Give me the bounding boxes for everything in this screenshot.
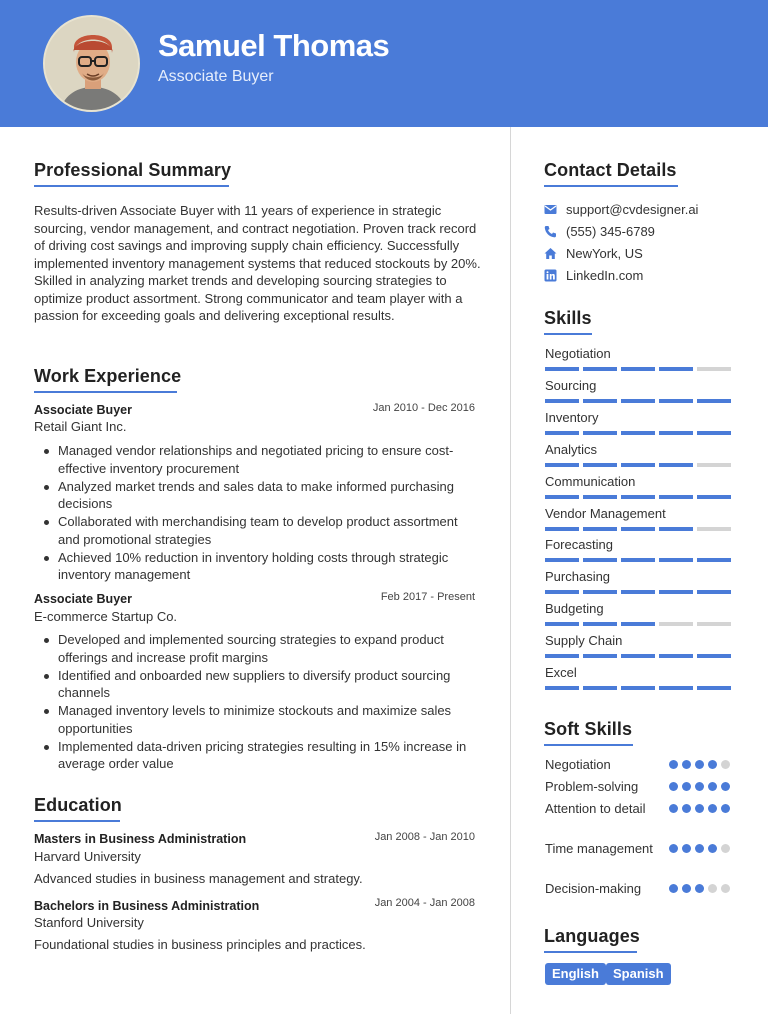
list-item: Managed vendor relationships and negotiated pricing to ensure cost-effective inventory procurement [58,442,478,477]
school-name: Stanford University [34,915,144,930]
soft-skill-rating [669,760,734,769]
skill-level-segment [697,527,731,531]
language-badge: Spanish [606,963,671,985]
experience-underline [34,391,177,393]
skill-level-segment [621,431,655,435]
skill-level-segment [659,495,693,499]
skill-level-segment [621,399,655,403]
skill-level-segment [545,463,579,467]
rating-dot [708,804,717,813]
experience-heading: Work Experience [34,366,182,386]
skill-level-segment [621,495,655,499]
skill-level-bar [545,399,734,403]
job-title: Associate Buyer [34,592,132,606]
list-item: Collaborated with merchandising team to develop product assortment and promotional strategies [58,513,478,548]
language-badge: English [545,963,606,985]
phone-icon [544,225,557,238]
contact-heading: Contact Details [544,160,677,180]
rating-dot [695,782,704,791]
skill-level-segment [659,463,693,467]
job-bullets [58,631,478,773]
avatar [43,15,140,112]
rating-dot [708,760,717,769]
skill-level-segment [583,527,617,531]
skill-level-segment [583,622,617,626]
rating-dot [708,782,717,791]
contact-underline [544,185,678,187]
skill-level-segment [583,654,617,658]
skill-level-segment [583,495,617,499]
skill-name: Budgeting [545,601,604,616]
skill-level-segment [545,558,579,562]
skill-name: Negotiation [545,346,611,361]
skill-level-segment [697,686,731,690]
summary-underline [34,185,229,187]
skill-level-segment [659,654,693,658]
skill-level-segment [545,495,579,499]
skill-level-bar [545,495,734,499]
summary-text: Results-driven Associate Buyer with 11 years of experience in strategic sourcing, vendor management, and contract negotiation. Proven track record of driving cost savings and improving supply chain efficiency. Successfully implemented inventory management systems that reduced stockouts by 20%. Skilled in analyzing market trends and developing sourcing strategies to optimize product assortment. Strong communicator and team player with a passion for exceeding goals and delivering exceptional results. [34,203,481,323]
list-item: Managed inventory levels to minimize stockouts and maximize sales opportunities [58,702,478,737]
location-text: NewYork, US [566,245,643,261]
rating-dot [669,804,678,813]
soft-skill-rating [669,884,734,893]
job-date: Feb 2017 - Present [380,591,475,603]
contact-phone[interactable] [544,222,655,240]
degree-date: Jan 2004 - Jan 2008 [374,897,475,909]
skill-level-bar [545,654,734,658]
skill-level-segment [697,463,731,467]
skill-level-segment [621,463,655,467]
skill-level-segment [545,622,579,626]
skill-level-segment [659,431,693,435]
education-heading: Education [34,795,122,815]
skill-level-segment [697,431,731,435]
rating-dot [695,804,704,813]
skill-level-bar [545,431,734,435]
skill-level-segment [659,686,693,690]
degree-date: Jan 2008 - Jan 2010 [374,831,475,843]
skill-level-bar [545,590,734,594]
candidate-title: Associate Buyer [158,68,274,85]
degree-description: Advanced studies in business management and strategy. [34,871,363,886]
skill-name: Vendor Management [545,506,666,521]
skill-level-segment [697,622,731,626]
job-company: Retail Giant Inc. [34,419,127,434]
skill-level-segment [545,654,579,658]
skill-level-segment [659,558,693,562]
linkedin-icon [544,269,557,282]
degree-title: Masters in Business Administration [34,832,247,846]
rating-dot [721,884,730,893]
list-item: Analyzed market trends and sales data to make informed purchasing decisions [58,478,478,513]
skill-name: Supply Chain [545,633,623,648]
rating-dot [682,884,691,893]
job-company: E-commerce Startup Co. [34,609,178,624]
skill-level-segment [659,527,693,531]
rating-dot [669,760,678,769]
skill-level-bar [545,686,734,690]
skill-level-segment [583,590,617,594]
rating-dot [695,884,704,893]
rating-dot [695,760,704,769]
rating-dot [669,884,678,893]
soft-skill-name: Negotiation [545,757,611,772]
skill-level-segment [583,431,617,435]
rating-dot [721,760,730,769]
skill-level-segment [697,558,731,562]
skill-level-bar [545,367,734,371]
skill-level-segment [621,527,655,531]
list-item: Achieved 10% reduction in inventory holding costs through strategic inventory management [58,549,478,584]
skill-level-bar [545,527,734,531]
rating-dot [682,804,691,813]
skill-level-bar [545,558,734,562]
skill-level-segment [583,399,617,403]
rating-dot [721,804,730,813]
skill-level-bar [545,622,734,626]
profile-photo-icon [45,17,140,112]
skill-level-segment [583,558,617,562]
rating-dot [721,782,730,791]
skill-name: Analytics [545,442,598,457]
skill-level-segment [697,399,731,403]
skill-level-segment [659,367,693,371]
skill-name: Forecasting [545,537,613,552]
skill-level-segment [659,399,693,403]
skill-level-segment [583,686,617,690]
skill-level-segment [545,686,579,690]
skill-level-bar [545,463,734,467]
contact-linkedin[interactable] [544,266,643,284]
rating-dot [708,844,717,853]
skill-level-segment [621,590,655,594]
school-name: Harvard University [34,849,141,864]
column-divider [510,127,511,1014]
rating-dot [669,844,678,853]
skill-level-segment [621,558,655,562]
degree-description: Foundational studies in business principles and practices. [34,937,366,952]
skill-level-segment [583,463,617,467]
rating-dot [682,844,691,853]
skill-level-segment [545,590,579,594]
home-icon [544,247,557,260]
soft-skill-name: Attention to detail [545,801,646,816]
skills-heading: Skills [544,308,592,328]
skill-level-segment [697,495,731,499]
contact-location [544,244,643,262]
skill-level-segment [659,622,693,626]
job-title: Associate Buyer [34,403,132,417]
skill-level-segment [621,686,655,690]
soft-skills-heading: Soft Skills [544,719,633,739]
header-banner [0,0,768,127]
skill-level-segment [545,431,579,435]
skill-name: Inventory [545,410,599,425]
rating-dot [682,782,691,791]
rating-dot [669,782,678,791]
skill-level-segment [621,622,655,626]
soft-skills-underline [544,744,633,746]
skill-level-segment [583,367,617,371]
soft-skill-rating [669,782,734,791]
languages-heading: Languages [544,926,640,946]
rating-dot [682,760,691,769]
degree-title: Bachelors in Business Administration [34,899,260,913]
skill-name: Purchasing [545,569,611,584]
skill-name: Communication [545,474,636,489]
skills-underline [544,333,592,335]
skill-level-segment [621,654,655,658]
phone-text: (555) 345-6789 [566,223,655,239]
list-item: Developed and implemented sourcing strategies to expand product offerings and increase profit margins [58,631,478,666]
skill-level-segment [545,399,579,403]
soft-skill-name: Decision-making [545,881,642,896]
skill-name: Excel [545,665,577,680]
rating-dot [695,844,704,853]
skill-level-segment [697,367,731,371]
skill-level-segment [545,527,579,531]
skill-level-segment [697,654,731,658]
soft-skill-rating [669,804,734,813]
skill-name: Sourcing [545,378,597,393]
list-item: Identified and onboarded new suppliers to diversify product sourcing channels [58,667,478,702]
skill-level-segment [659,590,693,594]
job-date: Jan 2010 - Dec 2016 [372,402,475,414]
candidate-name: Samuel Thomas [158,28,390,63]
skill-level-segment [545,367,579,371]
skill-level-segment [697,590,731,594]
soft-skill-name: Problem-solving [545,779,639,794]
email-text: support@cvdesigner.ai [566,201,699,217]
email-icon [544,203,557,216]
soft-skill-rating [669,844,734,853]
skill-level-segment [621,367,655,371]
education-underline [34,820,120,822]
list-item: Implemented data-driven pricing strategies resulting in 15% increase in average order value [58,738,478,773]
rating-dot [708,884,717,893]
job-bullets [58,442,478,584]
languages-underline [544,951,637,953]
rating-dot [721,844,730,853]
soft-skill-name: Time management [545,841,653,856]
linkedin-text: LinkedIn.com [566,267,644,283]
summary-heading: Professional Summary [34,160,232,180]
contact-email[interactable] [544,200,698,218]
